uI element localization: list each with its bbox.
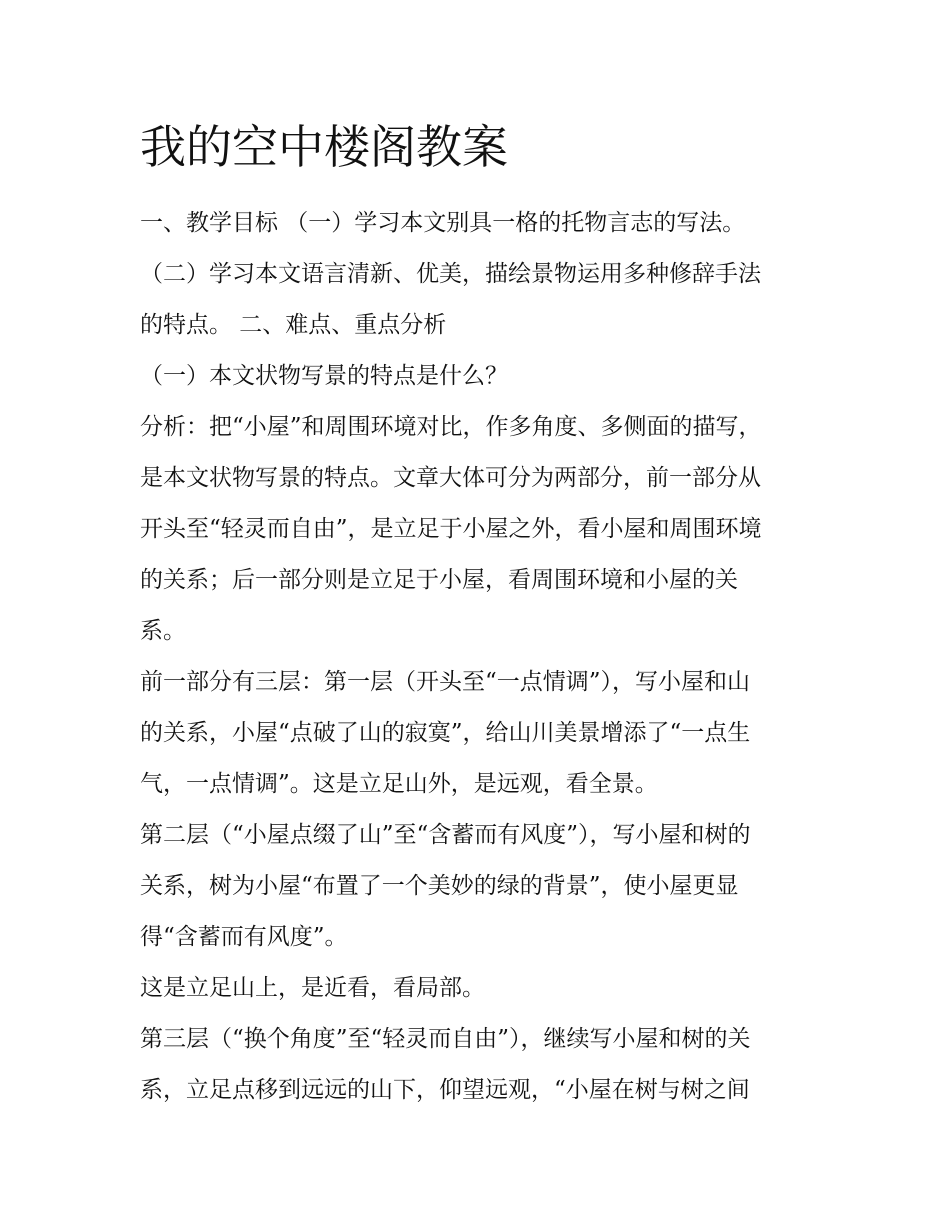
body-line: 系，立足点移到远远的山下，仰望远观，“小屋在树与树之间 xyxy=(140,1077,750,1103)
body-line: 分析：把“小屋”和周围环境对比，作多角度、多侧面的描写， xyxy=(140,414,762,440)
body-line: 关系，树为小屋“布置了一个美妙的绿的背景”，使小屋更显 xyxy=(140,873,739,899)
body-line: 第二层（“小屋点缀了山”至“含蓄而有风度”），写小屋和树的 xyxy=(140,822,751,848)
body-line: 系。 xyxy=(140,618,186,644)
body-line: 开头至“轻灵而自由”，是立足于小屋之外，看小屋和周围环境 xyxy=(140,516,762,542)
body-line: 的关系；后一部分则是立足于小屋，看周围环境和小屋的关 xyxy=(140,567,738,593)
body-line: 的关系，小屋“点破了山的寂寞”，给山川美景增添了“一点生 xyxy=(140,720,751,746)
body-line: 前一部分有三层：第一层（开头至“一点情调”），写小屋和山 xyxy=(140,669,751,695)
body-line: （二）学习本文语言清新、优美，描绘景物运用多种修辞手法 xyxy=(140,261,761,287)
body-line: 得“含蓄而有风度”。 xyxy=(140,924,348,950)
body-line: 一、教学目标 （一）学习本文别具一格的托物言志的写法。 xyxy=(140,210,746,236)
body-line: （一）本文状物写景的特点是什么？ xyxy=(140,363,508,389)
body-line: 是本文状物写景的特点。文章大体可分为两部分，前一部分从 xyxy=(140,465,761,491)
document-body xyxy=(140,198,820,1116)
body-line: 这是立足山上，是近看，看局部。 xyxy=(140,975,485,1001)
body-line: 第三层（“换个角度”至“轻灵而自由”），继续写小屋和树的关 xyxy=(140,1026,751,1052)
document-title: 我的空中楼阁教案 xyxy=(140,120,508,174)
body-line: 气，一点情调”。这是立足山外，是远观，看全景。 xyxy=(140,771,658,797)
body-line: 的特点。 二、难点、重点分析 xyxy=(140,312,447,338)
